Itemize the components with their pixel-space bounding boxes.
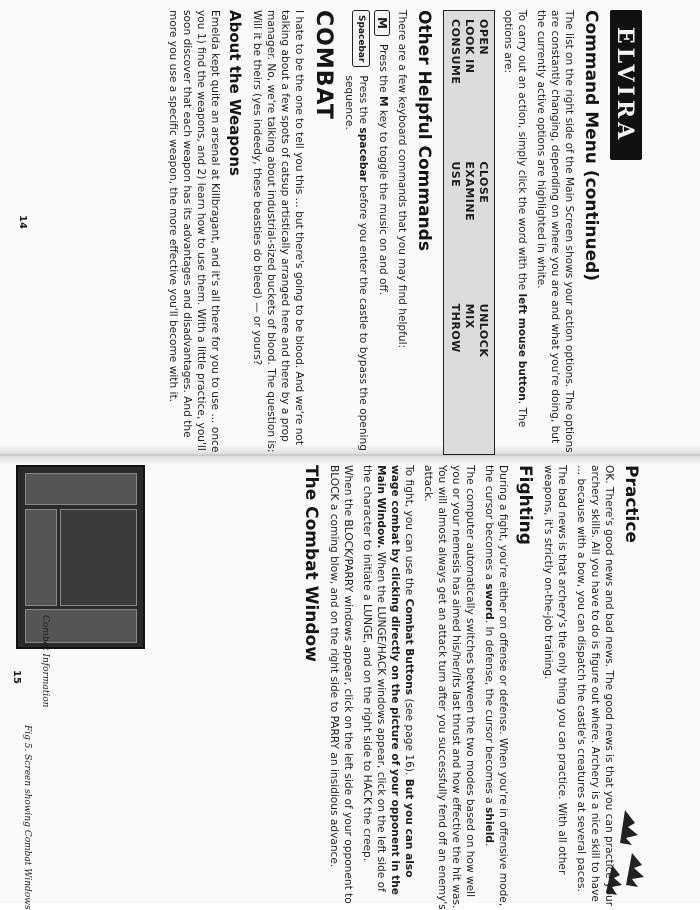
command-menu-p2: To carry out an action, simply click the word with the left mouse button. The options are: — [502, 10, 528, 428]
spacebar-key-icon: Spacebar — [352, 10, 370, 67]
figure-callout: Combat Information — [40, 615, 50, 708]
left-column — [161, 10, 602, 455]
right-column — [296, 465, 642, 910]
figure-bottom-panel — [25, 509, 57, 606]
m-key-row — [374, 10, 390, 455]
figure-caption: Fig 5. Screen showing Combat Windows — [22, 725, 32, 910]
combat-window-heading: The Combat Window — [301, 465, 321, 662]
spacebar-text: Press the spacebar before you enter the castle to bypass the opening sequence. — [343, 75, 369, 451]
practice-p1: OK. There's good news and bad news. The good news is that you can practice your archery skills. All you have to do is figure out where. Archery is a nice skill to have ... because with a bow, you can dispatch the castle's creatures at several paces. — [575, 465, 615, 907]
page-number-15: 15 — [11, 670, 22, 684]
page-number-14: 14 — [17, 215, 28, 229]
combat-window-p1: To fight, you can use the Combat Buttons (see page 16). But you can also wage combat by clicking directly on the picture of your opponent in the Main Window. When the LUNGE/HACK windows appear, click on the left side of the character to initiate a LUNGE, and on the right side to HACK the creep. — [361, 465, 415, 895]
command-menu-heading: Command Menu (continued) — [581, 10, 601, 282]
practice-heading: Practice — [621, 465, 641, 543]
m-key-icon: M — [374, 10, 390, 36]
figure-left-panel — [25, 473, 137, 505]
logo-text: ELVIRA — [612, 26, 638, 144]
combat-p1: I hate to be the one to tell you this ... but there's going to be blood. And we're not talking about a few spots of catsup artistically arranged here and there by a prop manager. No, we're talking about industrial-sized buckets of blood. The question is: Will it be theirs (yes indeedy, these beasties do bleed) — or yours? — [251, 10, 305, 453]
weapons-heading: About the Weapons — [226, 10, 244, 176]
combat-window-p2: When the BLOCK/PARRY windows appear, click on the left side of your opponent to BLOCK a coming blow, and on the right side to PARRY an insidious advance. — [328, 465, 354, 904]
spacebar-row — [342, 10, 370, 455]
option-close: CLOSE — [477, 161, 490, 204]
m-key-text: Press the M key to toggle the music on and off. — [377, 43, 389, 296]
option-use: USE — [449, 161, 462, 188]
combat-screen-figure — [16, 465, 145, 649]
helpful-intro: There are a few keyboard commands that you may find helpful: — [396, 10, 408, 349]
option-mix: MIX — [463, 303, 476, 329]
command-menu-p1: The list on the right side of the Main Screen shows your action options. The options are constantly changing, depending on where you are and what you're doing, but the currently active options are highlighted in white. — [535, 10, 575, 453]
option-look-in: LOOK IN — [463, 19, 476, 74]
weapons-p1: Emelda kept quite an arsenal at Killbragant, and it's all there for you to use ... once you 1) find the weapons, and 2) learn how to use them. With a little practice, you'll soon discover that each weapon has its advantages and disadvantages. And the more you use a specific weapon, the more effective you'll become with it. — [167, 10, 221, 453]
practice-p2: The bad news is that archery's the only thing you can practice. With all other weapons, it's strictly on-the-job training. — [542, 465, 568, 875]
figure-main-window — [60, 509, 137, 606]
option-consume: CONSUME — [449, 19, 462, 85]
option-examine: EXAMINE — [463, 161, 476, 222]
option-throw: THROW — [449, 303, 462, 353]
fighting-heading: Fighting — [515, 465, 535, 545]
combat-heading: COMBAT — [311, 10, 336, 120]
page-15 — [10, 465, 650, 910]
page-14 — [17, 10, 650, 455]
option-open: OPEN — [477, 19, 490, 56]
command-options-box — [443, 10, 495, 455]
elvira-logo — [606, 10, 646, 160]
fighting-p2: The computer automatically switches between the two modes based on how well you or your nemesis has aimed his/her/its last thrust and how effective the hit was. You will almost always get an attack turn after you successfully fend off an enemy's attack. — [422, 465, 476, 910]
option-unlock: UNLOCK — [477, 303, 490, 358]
fighting-p1: During a fight, you're either on offense or defense. When you're in offensive mode, the cursor becomes a sword. In defense, the cursor becomes a shield. — [483, 465, 509, 907]
helpful-commands-heading: Other Helpful Commands — [414, 10, 434, 251]
